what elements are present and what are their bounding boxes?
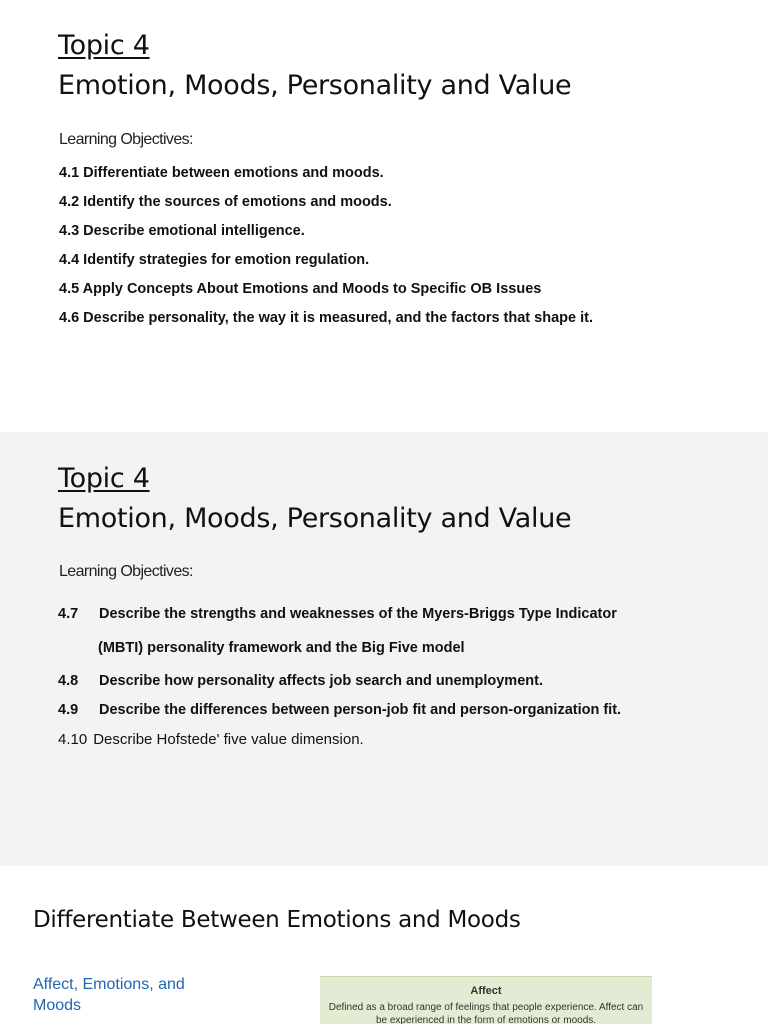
card-text: Defined as a broad range of feelings that people experience. Affect can be experienced in the form of emotions or moods. (328, 1002, 644, 1024)
objective-item: 4.2 Identify the sources of emotions and moods. (59, 194, 392, 210)
objective-item: 4.4 Identify strategies for emotion regulation. (59, 252, 370, 268)
topic-title: Emotion, Moods, Personality and Value (58, 70, 572, 101)
objective-item (58, 731, 364, 748)
objective-item: 4.3 Describe emotional intelligence. (59, 223, 305, 239)
objective-continuation: (MBTI) personality framework and the Big Five model (98, 640, 465, 656)
objective-text: Describe how personality affects job search and unemployment. (99, 673, 543, 689)
objective-number: 4.9 (58, 702, 79, 718)
objective-text: Describe the differences between person-job fit and person-organization fit. (99, 702, 622, 718)
slide-1 (0, 0, 768, 432)
slide-title: Differentiate Between Emotions and Moods (33, 907, 521, 933)
objective-number: 4.7 (58, 606, 79, 622)
objective-text: Describe Hofstede' five value dimension. (93, 731, 364, 748)
section-subtitle: Affect, Emotions, and Moods (33, 976, 185, 1014)
affect-definition-card (320, 976, 652, 1024)
topic-number: Topic 4 (58, 463, 150, 494)
objective-item: 4.1 Differentiate between emotions and moods. (59, 165, 384, 181)
topic-title: Emotion, Moods, Personality and Value (58, 503, 572, 534)
objective-item (58, 702, 621, 718)
objective-item: 4.5 Apply Concepts About Emotions and Moods to Specific OB Issues (59, 281, 542, 297)
objective-item (58, 606, 617, 622)
learning-objectives-heading: Learning Objectives: (59, 563, 193, 580)
objective-item: 4.6 Describe personality, the way it is measured, and the factors that shape it. (59, 310, 593, 326)
objective-number: 4.8 (58, 673, 79, 689)
topic-number: Topic 4 (58, 30, 150, 61)
card-title: Affect (470, 985, 502, 997)
slide-3 (0, 866, 768, 1024)
slide-2 (0, 432, 768, 866)
learning-objectives-heading: Learning Objectives: (59, 131, 193, 148)
objective-text: Describe the strengths and weaknesses of the Myers-Briggs Type Indicator (99, 606, 617, 622)
objectives-list (59, 159, 593, 333)
objective-number: 4.10 (58, 731, 88, 748)
objective-item (58, 673, 543, 689)
